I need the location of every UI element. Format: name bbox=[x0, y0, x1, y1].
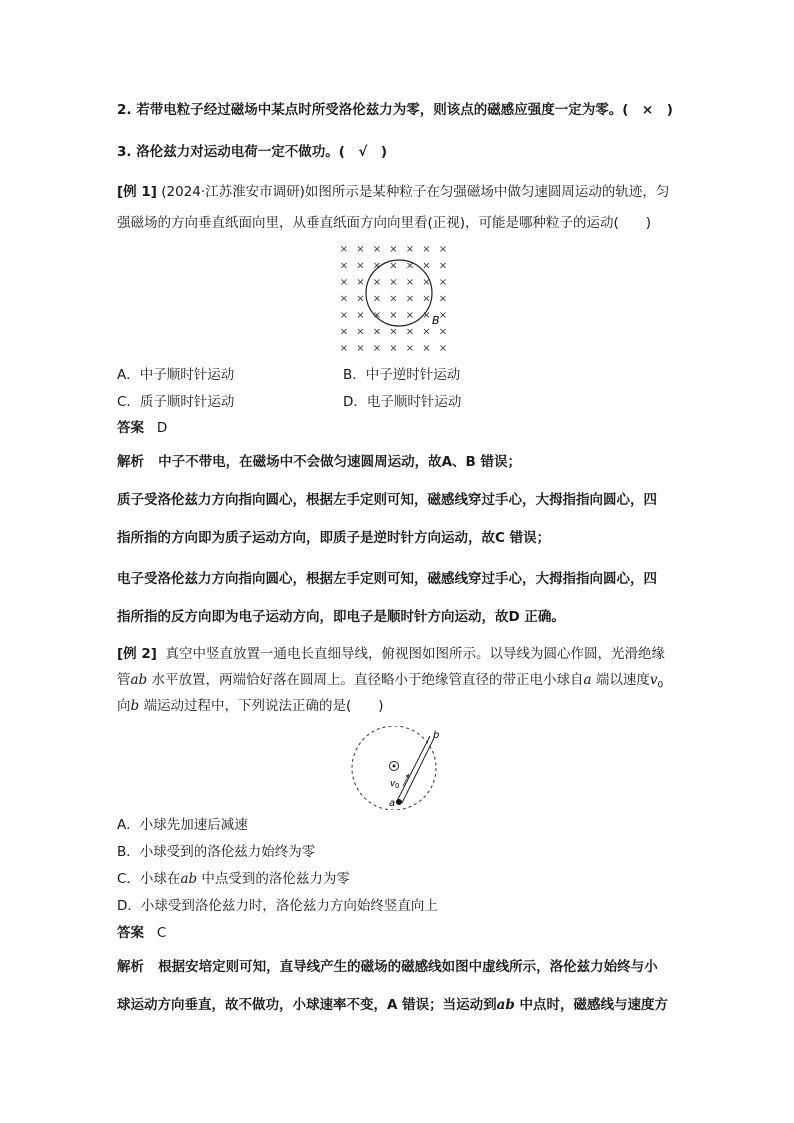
field-cross-symbol: × bbox=[389, 310, 398, 321]
field-cross-symbol: × bbox=[372, 343, 382, 354]
example2-stem-text2c: 端以速度 bbox=[591, 672, 650, 688]
field-cross-symbol: × bbox=[438, 244, 448, 255]
tube-edge-1 bbox=[397, 736, 430, 801]
field-cross-symbol: × bbox=[372, 244, 382, 255]
example2-tag: [例 2] bbox=[117, 646, 157, 662]
magnetic-field-figure bbox=[330, 238, 470, 354]
example1-analysis-line5: 指所指的反方向即为电子运动方向，即电子是顺时针方向运动，故D 正确。 bbox=[117, 609, 565, 625]
example1-analysis-line1 bbox=[117, 453, 521, 471]
field-cross-symbol: × bbox=[389, 260, 398, 272]
example2-stem-text3b: 端运动过程中，下列说法正确的是( ) bbox=[139, 698, 384, 714]
example2-stem-line3 bbox=[117, 697, 383, 715]
example2-analysis-line1 bbox=[117, 958, 658, 976]
field-cross-symbol: × bbox=[339, 343, 349, 354]
example2-option-c-pre: C．小球在 bbox=[117, 871, 181, 887]
field-cross-symbol: × bbox=[339, 326, 349, 338]
field-label-b: B bbox=[432, 314, 440, 327]
field-cross-symbol: × bbox=[405, 244, 415, 255]
field-cross-symbol: × bbox=[422, 244, 431, 255]
example1-analysis-line4: 电子受洛伦兹力方向指向圆心，根据左手定则可知，磁感线穿过手心，大拇指指向圆心，四 bbox=[117, 571, 657, 587]
example2-option-c-ab: ab bbox=[180, 871, 198, 887]
label-a: a bbox=[389, 798, 396, 809]
field-cross-symbol: × bbox=[356, 293, 365, 305]
field-cross-symbol: × bbox=[356, 310, 365, 321]
field-cross-symbol: × bbox=[389, 326, 398, 338]
field-cross-symbol: × bbox=[422, 343, 431, 354]
field-cross-symbol: × bbox=[339, 260, 349, 272]
example2-analysis-text2a: 球运动方向垂直，故不做功，小球速率不变，A 错误；当运动到 bbox=[117, 997, 497, 1013]
example1-answer-value: D bbox=[156, 420, 168, 436]
example2-answer bbox=[117, 924, 166, 942]
example1-stem-text1: (2024·江苏淮安市调研)如图所示是某种粒子在匀强磁场中做匀速圆周运动的轨迹，匀 bbox=[161, 184, 670, 200]
example2-answer-label: 答案 bbox=[117, 925, 144, 941]
field-cross-symbol: × bbox=[405, 277, 415, 288]
field-cross-symbol: × bbox=[405, 326, 415, 338]
field-cross-symbol: × bbox=[389, 343, 398, 354]
example2-analysis-text2b: 中点时，磁感线与速度方 bbox=[514, 997, 669, 1013]
example1-option-b: B．中子逆时针运动 bbox=[343, 367, 461, 383]
example1-analysis-line3: 指所指的方向即为质子运动方向，即质子是逆时针方向运动，故C 错误； bbox=[117, 530, 551, 546]
example1-option-c: C．质子顺时针运动 bbox=[117, 394, 235, 410]
example2-stem-text2a: 管 bbox=[117, 672, 131, 688]
field-cross-symbol: × bbox=[389, 277, 398, 288]
wire-tube-figure bbox=[347, 726, 441, 810]
example1-stem-line2: 强磁场的方向垂直纸面向里，从垂直纸面方向向里看(正视)，可能是哪种粒子的运动( ) bbox=[117, 215, 652, 231]
field-cross-symbol: × bbox=[405, 260, 415, 272]
field-cross-symbol: × bbox=[405, 343, 415, 354]
field-cross-symbol: × bbox=[438, 310, 448, 321]
field-cross-symbol: × bbox=[422, 293, 431, 305]
field-cross-symbol: × bbox=[389, 293, 398, 305]
field-cross-symbol: × bbox=[372, 326, 382, 338]
field-cross-symbol: × bbox=[422, 310, 431, 321]
example2-stem-text1: 真空中竖直放置一通电长直细导线，俯视图如图所示。以导线为圆心作圆，光滑绝缘 bbox=[165, 646, 666, 662]
charged-ball bbox=[396, 799, 402, 805]
example1-option-a: A．中子顺时针运动 bbox=[117, 367, 235, 383]
field-cross-symbol: × bbox=[356, 277, 365, 288]
example2-stem-ab: ab bbox=[130, 672, 148, 688]
example1-answer-label: 答案 bbox=[117, 420, 144, 436]
field-cross-symbol: × bbox=[438, 293, 448, 305]
example1-answer bbox=[117, 419, 167, 437]
example2-option-b: B．小球受到的洛伦兹力始终为零 bbox=[117, 844, 316, 860]
example2-option-c-post: 中点受到的洛伦兹力为零 bbox=[197, 871, 350, 887]
judgement-2: 2. 若带电粒子经过磁场中某点时所受洛伦兹力为零，则该点的磁感应强度一定为零。( × ) bbox=[117, 102, 673, 118]
example1-option-d: D．电子顺时针运动 bbox=[343, 394, 462, 410]
label-v: v bbox=[390, 779, 396, 789]
field-cross-symbol: × bbox=[356, 343, 365, 354]
field-cross-symbol: × bbox=[405, 310, 415, 321]
field-cross-symbol: × bbox=[372, 277, 382, 288]
label-v-sub: 0 bbox=[395, 782, 400, 790]
field-cross-symbol: × bbox=[422, 260, 431, 272]
example2-stem-b: b bbox=[130, 698, 140, 714]
field-cross-symbol: × bbox=[372, 293, 382, 305]
example2-stem-text3a: 向 bbox=[117, 698, 131, 714]
example2-option-a: A．小球先加速后减速 bbox=[117, 817, 248, 833]
field-cross-symbol: × bbox=[339, 277, 349, 288]
example2-analysis-line2 bbox=[117, 996, 668, 1014]
field-cross-symbol: × bbox=[422, 277, 431, 288]
field-cross-symbol: × bbox=[438, 343, 448, 354]
field-cross-symbol: × bbox=[356, 244, 365, 255]
field-cross-symbol: × bbox=[438, 277, 448, 288]
field-cross-symbol: × bbox=[339, 244, 349, 255]
field-cross-symbol: × bbox=[356, 326, 365, 338]
example1-tag: [例 1] bbox=[117, 184, 157, 200]
field-cross-symbol: × bbox=[339, 310, 349, 321]
field-cross-symbol: × bbox=[372, 310, 382, 321]
example2-option-c bbox=[117, 870, 350, 888]
example1-stem-line1 bbox=[117, 183, 669, 201]
field-cross-symbol: × bbox=[405, 293, 415, 305]
example2-stem-text2b: 水平放置，两端恰好落在圆周上。直径略小于绝缘管直径的带正电小球自 bbox=[147, 672, 584, 688]
field-cross-symbol: × bbox=[438, 260, 448, 272]
example1-analysis-line2: 质子受洛伦兹力方向指向圆心，根据左手定则可知，磁感线穿过手心，大拇指指向圆心，四 bbox=[117, 492, 657, 508]
example2-stem-line1 bbox=[117, 645, 665, 663]
example2-stem-v-sub: 0 bbox=[657, 680, 664, 691]
field-cross-symbol: × bbox=[339, 293, 349, 305]
field-cross-symbol: × bbox=[356, 260, 365, 272]
label-b: b bbox=[433, 730, 440, 741]
field-cross-symbol: × bbox=[389, 244, 398, 255]
example1-analysis-label: 解析 bbox=[117, 454, 144, 470]
judgement-3: 3. 洛伦兹力对运动电荷一定不做功。( √ ) bbox=[117, 144, 388, 160]
wire-dot bbox=[393, 765, 396, 768]
example2-analysis-text1: 根据安培定则可知，直导线产生的磁场的磁感线如图中虚线所示，洛伦兹力始终与小 bbox=[158, 959, 658, 975]
example2-stem-a: a bbox=[583, 672, 592, 688]
example2-analysis-label: 解析 bbox=[117, 959, 144, 975]
example1-analysis-text1: 中子不带电，在磁场中不会做匀速圆周运动，故A、B 错误； bbox=[158, 454, 522, 470]
example2-stem-line2 bbox=[117, 671, 663, 695]
field-cross-symbol: × bbox=[422, 326, 431, 338]
tube-edge-2 bbox=[402, 738, 434, 803]
example2-answer-value: C bbox=[156, 925, 167, 941]
example2-stem-v: v bbox=[649, 672, 658, 688]
example2-analysis-ab: ab bbox=[496, 997, 515, 1013]
example2-option-d: D．小球受到洛伦兹力时，洛伦兹力方向始终竖直向上 bbox=[117, 898, 438, 914]
field-cross-symbol: × bbox=[372, 260, 382, 272]
field-cross-symbol: × bbox=[438, 326, 448, 338]
